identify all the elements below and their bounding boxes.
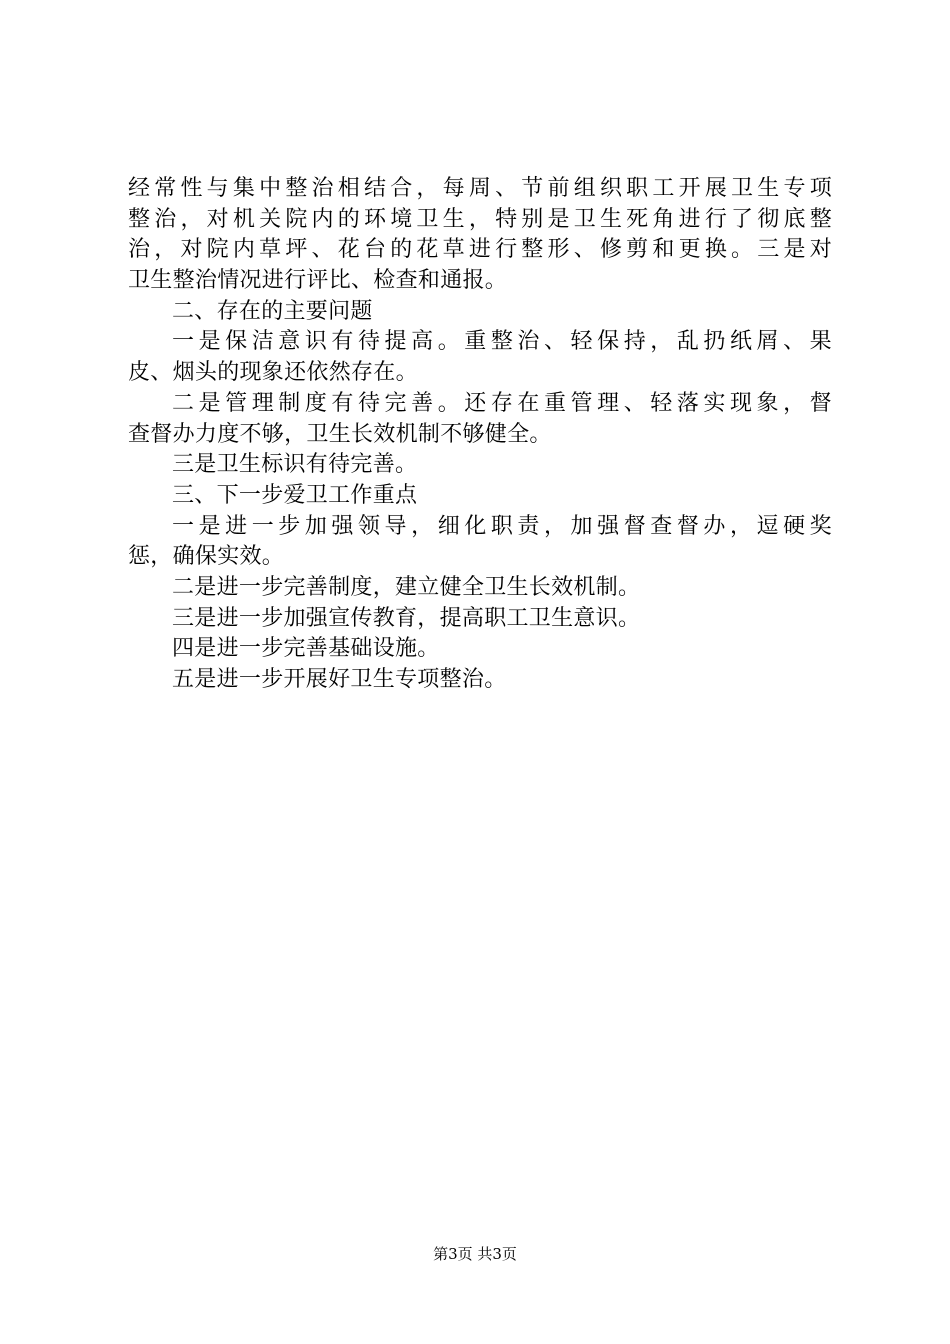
body-line: 二是管理制度有待完善。还存在重管理、轻落实现象，督 [172,390,832,416]
body-line: 三是卫生标识有待完善。 [172,452,418,478]
body-line: 三是进一步加强宣传教育，提高职工卫生意识。 [172,605,641,631]
body-line: 二是进一步完善制度，建立健全卫生长效机制。 [172,574,641,600]
body-line: 皮、烟头的现象还依然存在。 [128,360,418,386]
section-heading: 三、下一步爱卫工作重点 [172,482,418,508]
body-line: 一是保洁意识有待提高。重整治、轻保持，乱扔纸屑、果 [172,329,832,355]
body-line: 查督办力度不够，卫生长效机制不够健全。 [128,421,552,447]
page-number-label: 第3页 共3页 [433,1245,517,1263]
body-line: 五是进一步开展好卫生专项整治。 [172,667,507,692]
body-line: 惩，确保实效。 [128,544,285,570]
body-line: 治，对院内草坪、花台的花草进行整形、修剪和更换。三是对 [128,237,832,263]
page-footer [0,1244,950,1264]
document-body [128,174,832,696]
body-line: 一是进一步加强领导，细化职责，加强督查督办，逗硬奖 [172,513,832,539]
body-line: 四是进一步完善基础设施。 [172,636,440,662]
body-line: 整治，对机关院内的环境卫生，特别是卫生死角进行了彻底整 [128,206,832,232]
body-line: 卫生整治情况进行评比、检查和通报。 [128,268,508,294]
section-heading: 二、存在的主要问题 [172,298,373,324]
body-line: 经常性与集中整治相结合，每周、节前组织职工开展卫生专项 [128,176,832,201]
